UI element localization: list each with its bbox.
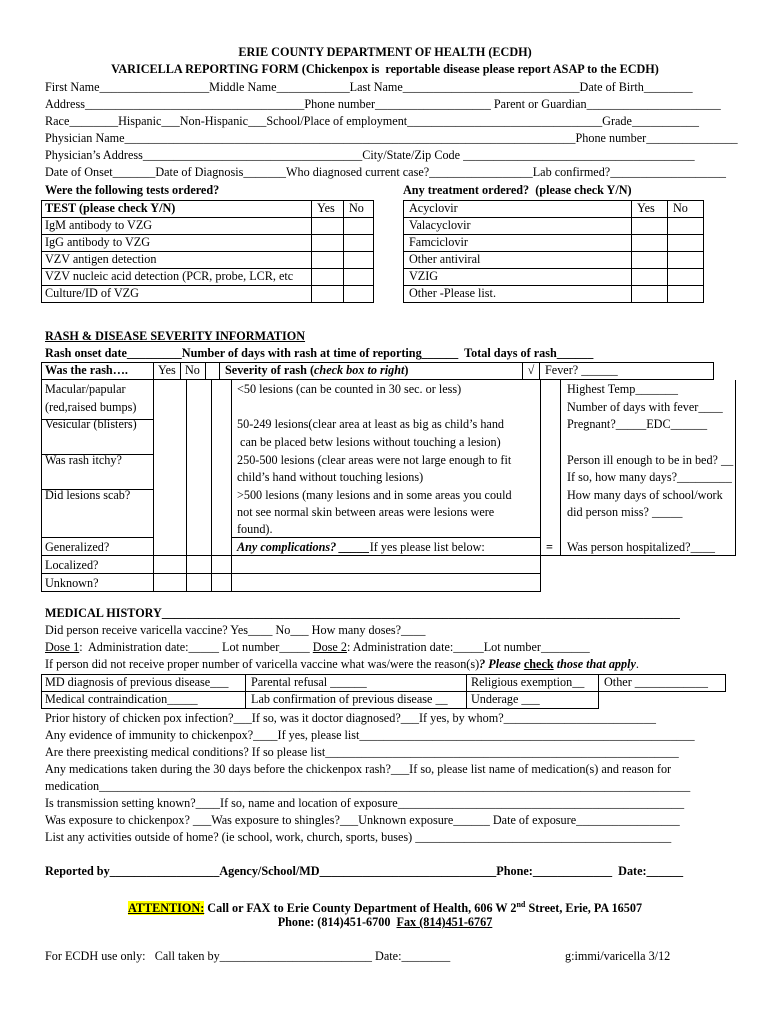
- test-label: Culture/ID of VZG: [42, 286, 312, 303]
- attention-sup: nd: [516, 900, 526, 909]
- table-row: [42, 363, 714, 380]
- treatment-no-cell[interactable]: [668, 252, 704, 269]
- form-subtitle: VARICELLA REPORTING FORM (Chickenpox is reportable disease please report ASAP to the ECDH): [111, 62, 659, 76]
- treatment-label: Valacyclovir: [404, 218, 632, 235]
- reason-lab-confirmation[interactable]: Lab confirmation of previous disease __: [246, 692, 467, 709]
- tests-table: [41, 200, 374, 303]
- address-line[interactable]: Address____________________________________Phone number___________________ Parent or Guardian______________________: [45, 97, 721, 111]
- attention-text-2: Street, Erie, PA 16507: [525, 901, 643, 916]
- severity-option: >500 lesions (many lesions and in some areas you could: [237, 488, 512, 502]
- tests-header: TEST (please check Y/N): [42, 201, 312, 218]
- complications-field[interactable]: [237, 540, 485, 554]
- tests-yes-header: Yes: [312, 201, 344, 218]
- table-row: [404, 201, 704, 218]
- test-yes-cell[interactable]: [312, 269, 344, 286]
- treatment-label: Other -Please list.: [404, 286, 632, 303]
- prior-history-line[interactable]: Prior history of chicken pox infection?___If so, was it doctor diagnosed?___If yes, by whom?_________________________: [45, 711, 656, 725]
- rash-scab: Did lesions scab?: [45, 488, 131, 502]
- hospitalized-field[interactable]: Was person hospitalized?____: [567, 540, 715, 554]
- contact-line: [0, 915, 770, 929]
- rash-type-vesicular: Vesicular (blisters): [45, 417, 137, 431]
- treatment-yes-cell[interactable]: [632, 252, 668, 269]
- fever-field[interactable]: Fever? ______: [540, 363, 714, 380]
- attention-label: ATTENTION:: [127, 901, 205, 916]
- severity-italic: check box to right: [314, 363, 405, 377]
- rash-table: [41, 362, 714, 380]
- onset-diagnosis-line[interactable]: Date of Onset_______Date of Diagnosis_______Who diagnosed current case?_________________Lab confirmed?___________________: [45, 165, 727, 179]
- attention-line: [0, 898, 770, 915]
- patient-name-line[interactable]: First Name__________________Middle Name____________Last Name_____________________________Date of Birth________: [45, 80, 693, 94]
- conditions-line[interactable]: Are there preexisting medical conditions? If so please list__________________________________________________________: [45, 745, 679, 759]
- rash-yes-header: Yes: [154, 363, 181, 380]
- severity-option-cont: found).: [237, 522, 273, 536]
- rash-onset-line[interactable]: Rash onset date_________Number of days with rash at time of reporting______ Total days of rash______: [45, 346, 594, 360]
- medical-title-text: MEDICAL HISTORY: [45, 606, 162, 620]
- treatment-no-cell[interactable]: [668, 235, 704, 252]
- rash-no-header: No: [181, 363, 206, 380]
- reason-italic-2: those that apply: [553, 657, 636, 671]
- table-row: [42, 252, 374, 269]
- exposure-line[interactable]: Was exposure to chickenpox? ___Was exposure to shingles?___Unknown exposure______ Date of exposure_________________: [45, 813, 680, 827]
- reasons-table: [41, 674, 726, 709]
- severity-suffix: ): [404, 363, 409, 377]
- school-days-missed-field[interactable]: did person miss? _____: [567, 505, 683, 519]
- table-row: [42, 218, 374, 235]
- dose-line[interactable]: [45, 640, 590, 654]
- vaccine-question[interactable]: Did person receive varicella vaccine? Yes____ No___ How many doses?____: [45, 623, 426, 637]
- treatment-label: Other antiviral: [404, 252, 632, 269]
- complications-label: Any complications? _____: [237, 540, 370, 554]
- table-row: [42, 269, 374, 286]
- reason-text: If person did not receive proper number of varicella vaccine what was/were the reason(s): [45, 657, 480, 671]
- bed-days-field[interactable]: If so, how many days?_________: [567, 470, 732, 484]
- test-no-cell[interactable]: [344, 218, 374, 235]
- treatment-no-cell[interactable]: [668, 218, 704, 235]
- rash-localized: Localized?: [45, 558, 99, 572]
- school-days-field: How many days of school/work: [567, 488, 723, 502]
- rash-unknown: Unknown?: [45, 576, 99, 590]
- fax-number: Fax (814)451-6767: [396, 915, 493, 929]
- reported-by-line[interactable]: Reported by__________________Agency/School/MD_____________________________Phone:_____________ Date:______: [45, 864, 684, 878]
- treatment-no-cell[interactable]: [668, 269, 704, 286]
- ecdh-use-line[interactable]: For ECDH use only: Call taken by_________________________ Date:________: [45, 949, 451, 963]
- severity-prefix: Severity of rash (: [225, 363, 315, 377]
- severity-option-cont: can be placed betw lesions without touching a lesion): [237, 435, 501, 449]
- test-yes-cell[interactable]: [312, 286, 344, 303]
- severity-option: 250-500 lesions (clear areas were not large enough to fit: [237, 453, 512, 467]
- table-row: [404, 218, 704, 235]
- severity-option: 50-249 lesions(clear area at least as big as child’s hand: [237, 417, 505, 431]
- reason-empty: [599, 692, 726, 709]
- tests-no-header: No: [344, 201, 374, 218]
- test-label: VZV antigen detection: [42, 252, 312, 269]
- reason-check: check: [523, 657, 554, 671]
- check-mark-icon: √: [523, 363, 540, 380]
- transmission-line[interactable]: Is transmission setting known?____If so, name and location of exposure_______________________________________________: [45, 796, 685, 810]
- treatment-yes-cell[interactable]: [632, 218, 668, 235]
- activities-line[interactable]: List any activities outside of home? (ie school, work, church, sports, buses) __________________________________________: [45, 830, 672, 844]
- severity-option: <50 lesions (can be counted in 30 sec. or less): [237, 382, 462, 396]
- test-yes-cell[interactable]: [312, 252, 344, 269]
- medical-title-rule: _____________________________________________________________________________________: [161, 606, 680, 620]
- test-label: IgG antibody to VZG: [42, 235, 312, 252]
- reason-end: .: [635, 657, 639, 671]
- treatment-yes-header: Yes: [632, 201, 668, 218]
- form-title: ERIE COUNTY DEPARTMENT OF HEALTH (ECDH): [238, 45, 532, 59]
- severity-option-cont: not see normal skin between areas were lesions were: [237, 505, 495, 519]
- table-row: [42, 675, 726, 692]
- table-row: [404, 286, 704, 303]
- pregnant-field[interactable]: Pregnant?_____EDC______: [567, 417, 708, 431]
- reason-religious[interactable]: Religious exemption__: [467, 675, 599, 692]
- dose2-fields[interactable]: : Administration date:_____Lot number________: [346, 640, 590, 654]
- immunity-line[interactable]: Any evidence of immunity to chickenpox?____If yes, please list_______________________________________________________: [45, 728, 695, 742]
- dose1-label: Dose 1: [45, 640, 80, 654]
- treatment-label: Acyclovir: [404, 201, 632, 218]
- race-line[interactable]: Race________Hispanic___Non-Hispanic___School/Place of employment________________________________Grade___________: [45, 114, 699, 128]
- treatment-label: Famciclovir: [404, 235, 632, 252]
- treatment-yes-cell[interactable]: [632, 235, 668, 252]
- reason-parental-refusal[interactable]: Parental refusal ______: [246, 675, 467, 692]
- reason-line: [45, 657, 639, 671]
- table-row: [42, 692, 726, 709]
- physician-name-line[interactable]: Physician Name__________________________________________________________________________Phone number_______________: [45, 131, 738, 145]
- reason-other[interactable]: Other ____________: [599, 675, 726, 692]
- dose2-label: Dose 2: [312, 640, 347, 654]
- rash-type-macular: Macular/papular: [45, 382, 126, 396]
- fever-days-field[interactable]: Number of days with fever____: [567, 400, 723, 414]
- severity-header: [220, 363, 523, 380]
- rash-section-title: RASH & DISEASE SEVERITY INFORMATION: [45, 329, 306, 343]
- rash-body: [41, 380, 734, 592]
- treatment-no-cell[interactable]: [668, 286, 704, 303]
- treatment-table: [403, 200, 704, 303]
- rash-generalized: Generalized?: [45, 540, 110, 554]
- treatment-label: VZIG: [404, 269, 632, 286]
- tests-question: Were the following tests ordered?: [45, 183, 220, 197]
- treatment-yes-cell[interactable]: [632, 269, 668, 286]
- ill-in-bed-field[interactable]: Person ill enough to be in bed? __: [567, 453, 734, 467]
- table-row: [42, 286, 374, 303]
- test-no-cell[interactable]: [344, 269, 374, 286]
- highest-temp-field[interactable]: Highest Temp_______: [567, 382, 678, 396]
- table-row: [404, 252, 704, 269]
- test-no-cell[interactable]: [344, 286, 374, 303]
- phone-number: Phone: (814)451-6700: [277, 915, 397, 929]
- equals-sign: =: [546, 540, 553, 554]
- reason-italic: ? Please: [479, 657, 524, 671]
- treatment-no-header: No: [668, 201, 704, 218]
- table-row: [42, 201, 374, 218]
- table-row: [404, 269, 704, 286]
- test-no-cell[interactable]: [344, 252, 374, 269]
- test-label: VZV nucleic acid detection (PCR, probe, LCR, etc: [42, 269, 312, 286]
- treatment-question: Any treatment ordered? (please check Y/N): [403, 183, 632, 197]
- reason-underage[interactable]: Underage ___: [467, 692, 599, 709]
- severity-option-cont: child’s hand without touching lesions): [237, 470, 424, 484]
- attention-text: Call or FAX to Erie County Department of Health, 606 W 2: [204, 901, 517, 916]
- complications-rest: If yes please list below:: [369, 540, 485, 554]
- rash-type-note: (red,raised bumps): [45, 400, 137, 414]
- table-row: [404, 235, 704, 252]
- medications-line[interactable]: Any medications taken during the 30 days before the chickenpox rash?___If so, please list name of medication(s) and reason for: [45, 762, 672, 776]
- physician-address-line[interactable]: Physician’s Address____________________________________City/State/Zip Code ______________________________________: [45, 148, 695, 162]
- rash-blank-cell[interactable]: [206, 363, 220, 380]
- table-row: [42, 235, 374, 252]
- test-yes-cell[interactable]: [312, 235, 344, 252]
- dose1-fields[interactable]: : Administration date:_____ Lot number_____: [79, 640, 313, 654]
- rash-itchy: Was rash itchy?: [45, 453, 122, 467]
- form-code: g:immi/varicella 3/12: [565, 949, 671, 963]
- reason-medical-contra[interactable]: Medical contraindication_____: [42, 692, 246, 709]
- rash-header: Was the rash….: [42, 363, 154, 380]
- test-yes-cell[interactable]: [312, 218, 344, 235]
- treatment-yes-cell[interactable]: [632, 286, 668, 303]
- test-label: IgM antibody to VZG: [42, 218, 312, 235]
- test-no-cell[interactable]: [344, 235, 374, 252]
- medical-history-title: [45, 606, 680, 620]
- medication-line-cont[interactable]: medication_________________________________________________________________________________________________: [45, 779, 691, 793]
- reason-md-diagnosis[interactable]: MD diagnosis of previous disease___: [42, 675, 246, 692]
